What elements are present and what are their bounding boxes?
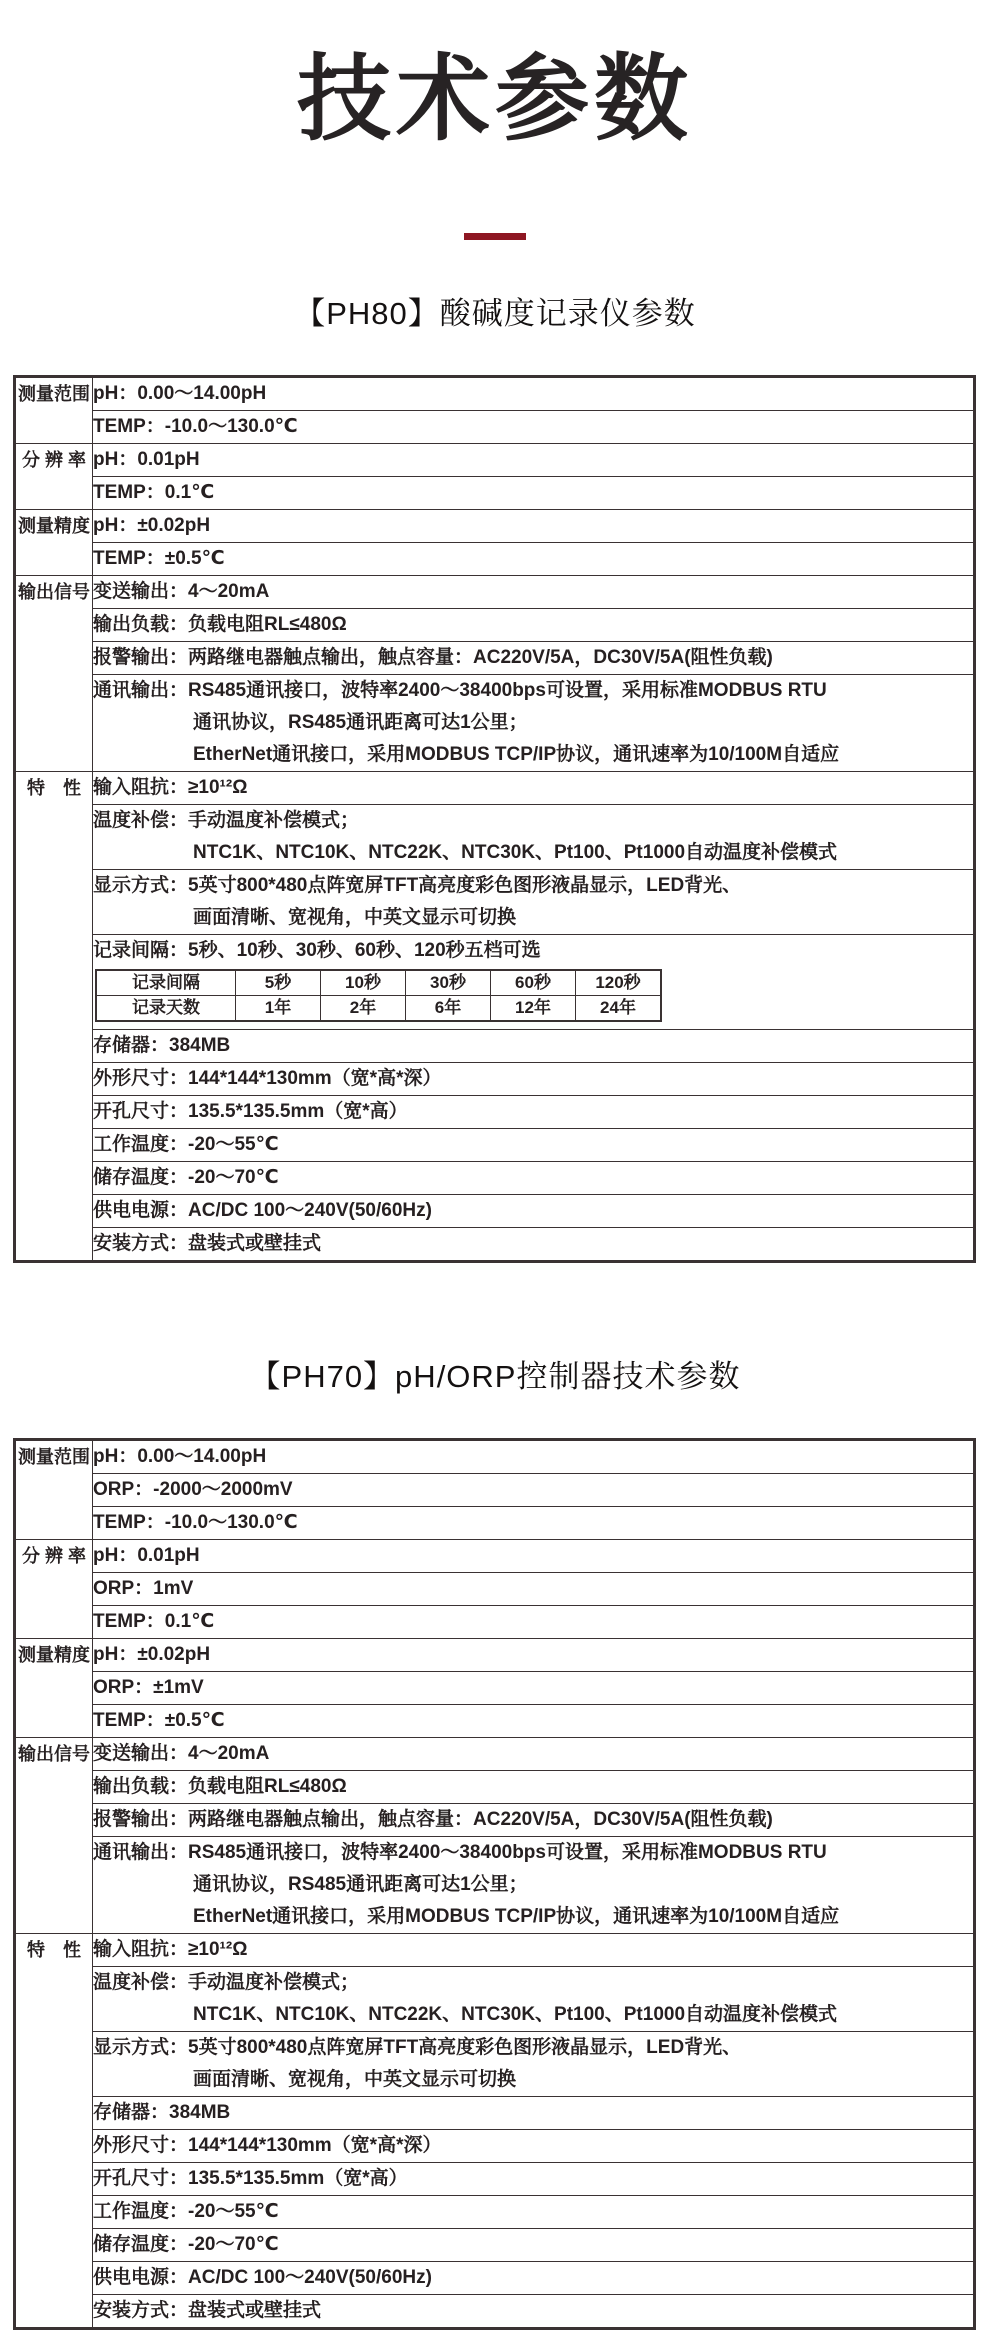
spec-value-cell [93,2261,975,2294]
section-label: 测量精度 [15,1638,93,1737]
spec-row [15,1803,975,1836]
spec-text-line: 开孔尺寸：135.5*135.5mm（宽*高） [93,1100,408,1122]
spec-value-cell [93,674,975,771]
spec-text-line: pH：0.01pH [93,1544,200,1566]
spec-text-line: ORP：±1mV [93,1676,204,1698]
spec-text-line: pH：0.01pH [93,448,200,470]
record-interval-table [95,969,662,1022]
spec-text-line: 存储器：384MB [93,2101,231,2123]
spec-row [15,771,975,804]
ph80-spec-table [13,375,976,1263]
spec-value-cell [93,376,975,410]
ph80-table-host [13,375,977,1263]
spec-value-cell [93,1439,975,1473]
spec-value-cell [93,1737,975,1770]
spec-text-line: TEMP：0.1℃ [93,481,215,503]
spec-text-line: pH：0.00～14.00pH [93,1445,267,1467]
spec-row [15,1473,975,1506]
spec-row [15,608,975,641]
spec-row [15,1439,975,1473]
section-label: 测量范围 [15,376,93,443]
spec-row [15,1095,975,1128]
spec-text-line: 储存温度：-20～70℃ [93,2233,279,2255]
spec-row [15,509,975,542]
spec-text-line: TEMP：±0.5℃ [93,1709,225,1731]
spec-value-cell [93,1062,975,1095]
spec-row [15,2261,975,2294]
spec-value-cell [93,1194,975,1227]
spec-row [15,476,975,509]
record-row-header: 记录间隔 [96,970,236,996]
spec-text-line: 通讯输出：RS485通讯接口，波特率2400～38400bps可设置，采用标准MODBUS RTU [93,1841,827,1863]
section-label: 分 辨 率 [15,443,93,509]
spec-text-line: 变送输出：4～20mA [93,1742,270,1764]
spec-value-cell [93,2228,975,2261]
spec-value-cell [93,2294,975,2328]
spec-text-line: 工作温度：-20～55℃ [93,1133,279,1155]
spec-text-line: 供电电源：AC/DC 100～240V(50/60Hz) [93,1199,432,1221]
spec-text-line: 温度补偿：手动温度补偿模式； [93,809,360,831]
spec-text-line: 工作温度：-20～55℃ [93,2200,279,2222]
spec-text-line: TEMP：-10.0～130.0℃ [93,415,298,437]
spec-row [15,1506,975,1539]
spec-row [15,2031,975,2096]
spec-value-cell [93,1128,975,1161]
spec-value-cell [93,1539,975,1572]
spec-row [15,1572,975,1605]
spec-value-cell [93,1933,975,1966]
spec-row [15,2228,975,2261]
spec-value-cell [93,2096,975,2129]
spec-row [15,1737,975,1770]
page-title: 技术参数 [296,46,693,151]
spec-row [15,1671,975,1704]
record-cell: 5秒 [236,970,321,996]
spec-text-line: 温度补偿：手动温度补偿模式； [93,1971,360,1993]
spec-value-cell [93,771,975,804]
spec-value-cell [93,1966,975,2031]
spec-text-line: 通讯协议，RS485通讯距离可达1公里； [193,711,528,733]
spec-value-cell [93,934,975,1029]
spec-text-line: 画面清晰、宽视角，中英文显示可切换 [193,2068,517,2090]
spec-row [15,1062,975,1095]
spec-text-line: TEMP：-10.0～130.0℃ [93,1511,298,1533]
spec-value-cell [93,1638,975,1671]
spec-row [15,1161,975,1194]
spec-text-line: 安装方式：盘装式或壁挂式 [93,2299,322,2321]
spec-text-line: 外形尺寸：144*144*130mm（宽*高*深） [93,2134,442,2156]
spec-text-line: pH：0.00～14.00pH [93,382,267,404]
record-cell: 6年 [406,995,491,1021]
spec-row [15,1966,975,2031]
ph70-spec-table [13,1438,976,2330]
spec-value-cell [93,1227,975,1261]
spec-value-cell [93,443,975,476]
spec-text-line: 显示方式：5英寸800*480点阵宽屏TFT高亮度彩色图形液晶显示，LED背光、 [93,874,742,896]
section-label: 分 辨 率 [15,1539,93,1638]
spec-row [15,1770,975,1803]
spec-row [15,410,975,443]
spec-text-line: pH：±0.02pH [93,514,211,536]
spec-row [15,575,975,608]
spec-row [15,2294,975,2328]
spec-row [15,1029,975,1062]
spec-value-cell [93,575,975,608]
spec-text-line: 变送输出：4～20mA [93,580,270,602]
spec-text-line: 开孔尺寸：135.5*135.5mm（宽*高） [93,2167,408,2189]
record-cell: 24年 [576,995,662,1021]
spec-value-cell [93,2129,975,2162]
spec-row [15,1128,975,1161]
spec-value-cell [93,641,975,674]
spec-text-line: TEMP：0.1℃ [93,1610,215,1632]
section-label: 输出信号 [15,575,93,771]
record-interval-row [96,995,661,1021]
spec-value-cell [93,608,975,641]
spec-text-line: EtherNet通讯接口，采用MODBUS TCP/IP协议，通讯速率为10/100M自适应 [193,1905,840,1927]
spec-text-line: 输出负载：负载电阻RL≤480Ω [93,1775,347,1797]
spec-text-line: 记录间隔：5秒、10秒、30秒、60秒、120秒五档可选 [93,939,541,961]
spec-value-cell [93,410,975,443]
record-cell: 60秒 [491,970,576,996]
spec-row [15,1638,975,1671]
spec-text-line: 安装方式：盘装式或壁挂式 [93,1232,322,1254]
spec-row [15,2096,975,2129]
spec-value-cell [93,2031,975,2096]
spec-row [15,2195,975,2228]
ph70-heading: 【PH70】pH/ORP控制器技术参数 [249,1358,741,1394]
spec-text-line: 报警输出：两路继电器触点输出，触点容量：AC220V/5A，DC30V/5A(阻性负载) [93,1808,773,1830]
spec-row [15,1227,975,1261]
spec-value-cell [93,1095,975,1128]
spec-value-cell [93,1836,975,1933]
spec-value-cell [93,1704,975,1737]
spec-value-cell [93,542,975,575]
record-interval-row [96,970,661,996]
section-label: 输出信号 [15,1737,93,1933]
spec-text-line: 显示方式：5英寸800*480点阵宽屏TFT高亮度彩色图形液晶显示，LED背光、 [93,2036,742,2058]
ph70-table-host [13,1438,977,2330]
spec-value-cell [93,2195,975,2228]
spec-text-line: pH：±0.02pH [93,1643,211,1665]
spec-text-line: NTC1K、NTC10K、NTC22K、NTC30K、Pt100、Pt1000自动温度补偿模式 [193,2003,838,2025]
page-header [0,0,990,240]
spec-row [15,804,975,869]
section-label: 测量范围 [15,1439,93,1539]
spec-text-line: 储存温度：-20～70℃ [93,1166,279,1188]
spec-value-cell [93,1506,975,1539]
spec-value-cell [93,1161,975,1194]
spec-value-cell [93,509,975,542]
spec-row [15,443,975,476]
spec-value-cell [93,1803,975,1836]
section-label: 特 性 [15,771,93,1261]
spec-text-line: 供电电源：AC/DC 100～240V(50/60Hz) [93,2266,432,2288]
ph70-section [0,1351,990,2330]
record-cell: 2年 [321,995,406,1021]
spec-text-line: ORP：-2000～2000mV [93,1478,293,1500]
spec-text-line: 存储器：384MB [93,1034,231,1056]
spec-value-cell [93,804,975,869]
spec-text-line: 输出负载：负载电阻RL≤480Ω [93,613,347,635]
spec-value-cell [93,1029,975,1062]
ph80-heading: 【PH80】酸碱度记录仪参数 [294,295,696,331]
spec-row [15,1836,975,1933]
spec-text-line: TEMP：±0.5℃ [93,547,225,569]
spec-row [15,376,975,410]
spec-text-line: 画面清晰、宽视角，中英文显示可切换 [193,906,517,928]
section-label: 特 性 [15,1933,93,2328]
spec-text-line: 通讯协议，RS485通讯距离可达1公里； [193,1873,528,1895]
spec-row [15,1605,975,1638]
spec-row [15,2129,975,2162]
spec-value-cell [93,869,975,934]
spec-row [15,1933,975,1966]
record-cell: 1年 [236,995,321,1021]
title-underline [464,233,526,240]
section-label: 测量精度 [15,509,93,575]
spec-value-cell [93,476,975,509]
record-cell: 120秒 [576,970,662,996]
spec-text-line: 报警输出：两路继电器触点输出，触点容量：AC220V/5A，DC30V/5A(阻性负载) [93,646,773,668]
spec-text-line: 外形尺寸：144*144*130mm（宽*高*深） [93,1067,442,1089]
spec-text-line: 输入阻抗：≥10¹²Ω [93,1938,248,1960]
spec-row [15,869,975,934]
spec-row [15,1704,975,1737]
spec-row [15,1194,975,1227]
spec-row [15,934,975,1029]
spec-value-cell [93,1671,975,1704]
record-row-header: 记录天数 [96,995,236,1021]
spec-value-cell [93,1605,975,1638]
spec-row [15,674,975,771]
ph80-section [0,288,990,1263]
spec-text-line: 输入阻抗：≥10¹²Ω [93,776,248,798]
record-cell: 12年 [491,995,576,1021]
spec-value-cell [93,2162,975,2195]
spec-row [15,1539,975,1572]
spec-value-cell [93,1770,975,1803]
spec-row [15,542,975,575]
spec-text-line: ORP：1mV [93,1577,194,1599]
spec-value-cell [93,1572,975,1605]
record-cell: 10秒 [321,970,406,996]
spec-text-line: 通讯输出：RS485通讯接口，波特率2400～38400bps可设置，采用标准MODBUS RTU [93,679,827,701]
spec-row [15,2162,975,2195]
spec-text-line: EtherNet通讯接口，采用MODBUS TCP/IP协议，通讯速率为10/100M自适应 [193,743,840,765]
spec-text-line: NTC1K、NTC10K、NTC22K、NTC30K、Pt100、Pt1000自动温度补偿模式 [193,841,838,863]
spec-row [15,641,975,674]
record-cell: 30秒 [406,970,491,996]
spec-value-cell [93,1473,975,1506]
